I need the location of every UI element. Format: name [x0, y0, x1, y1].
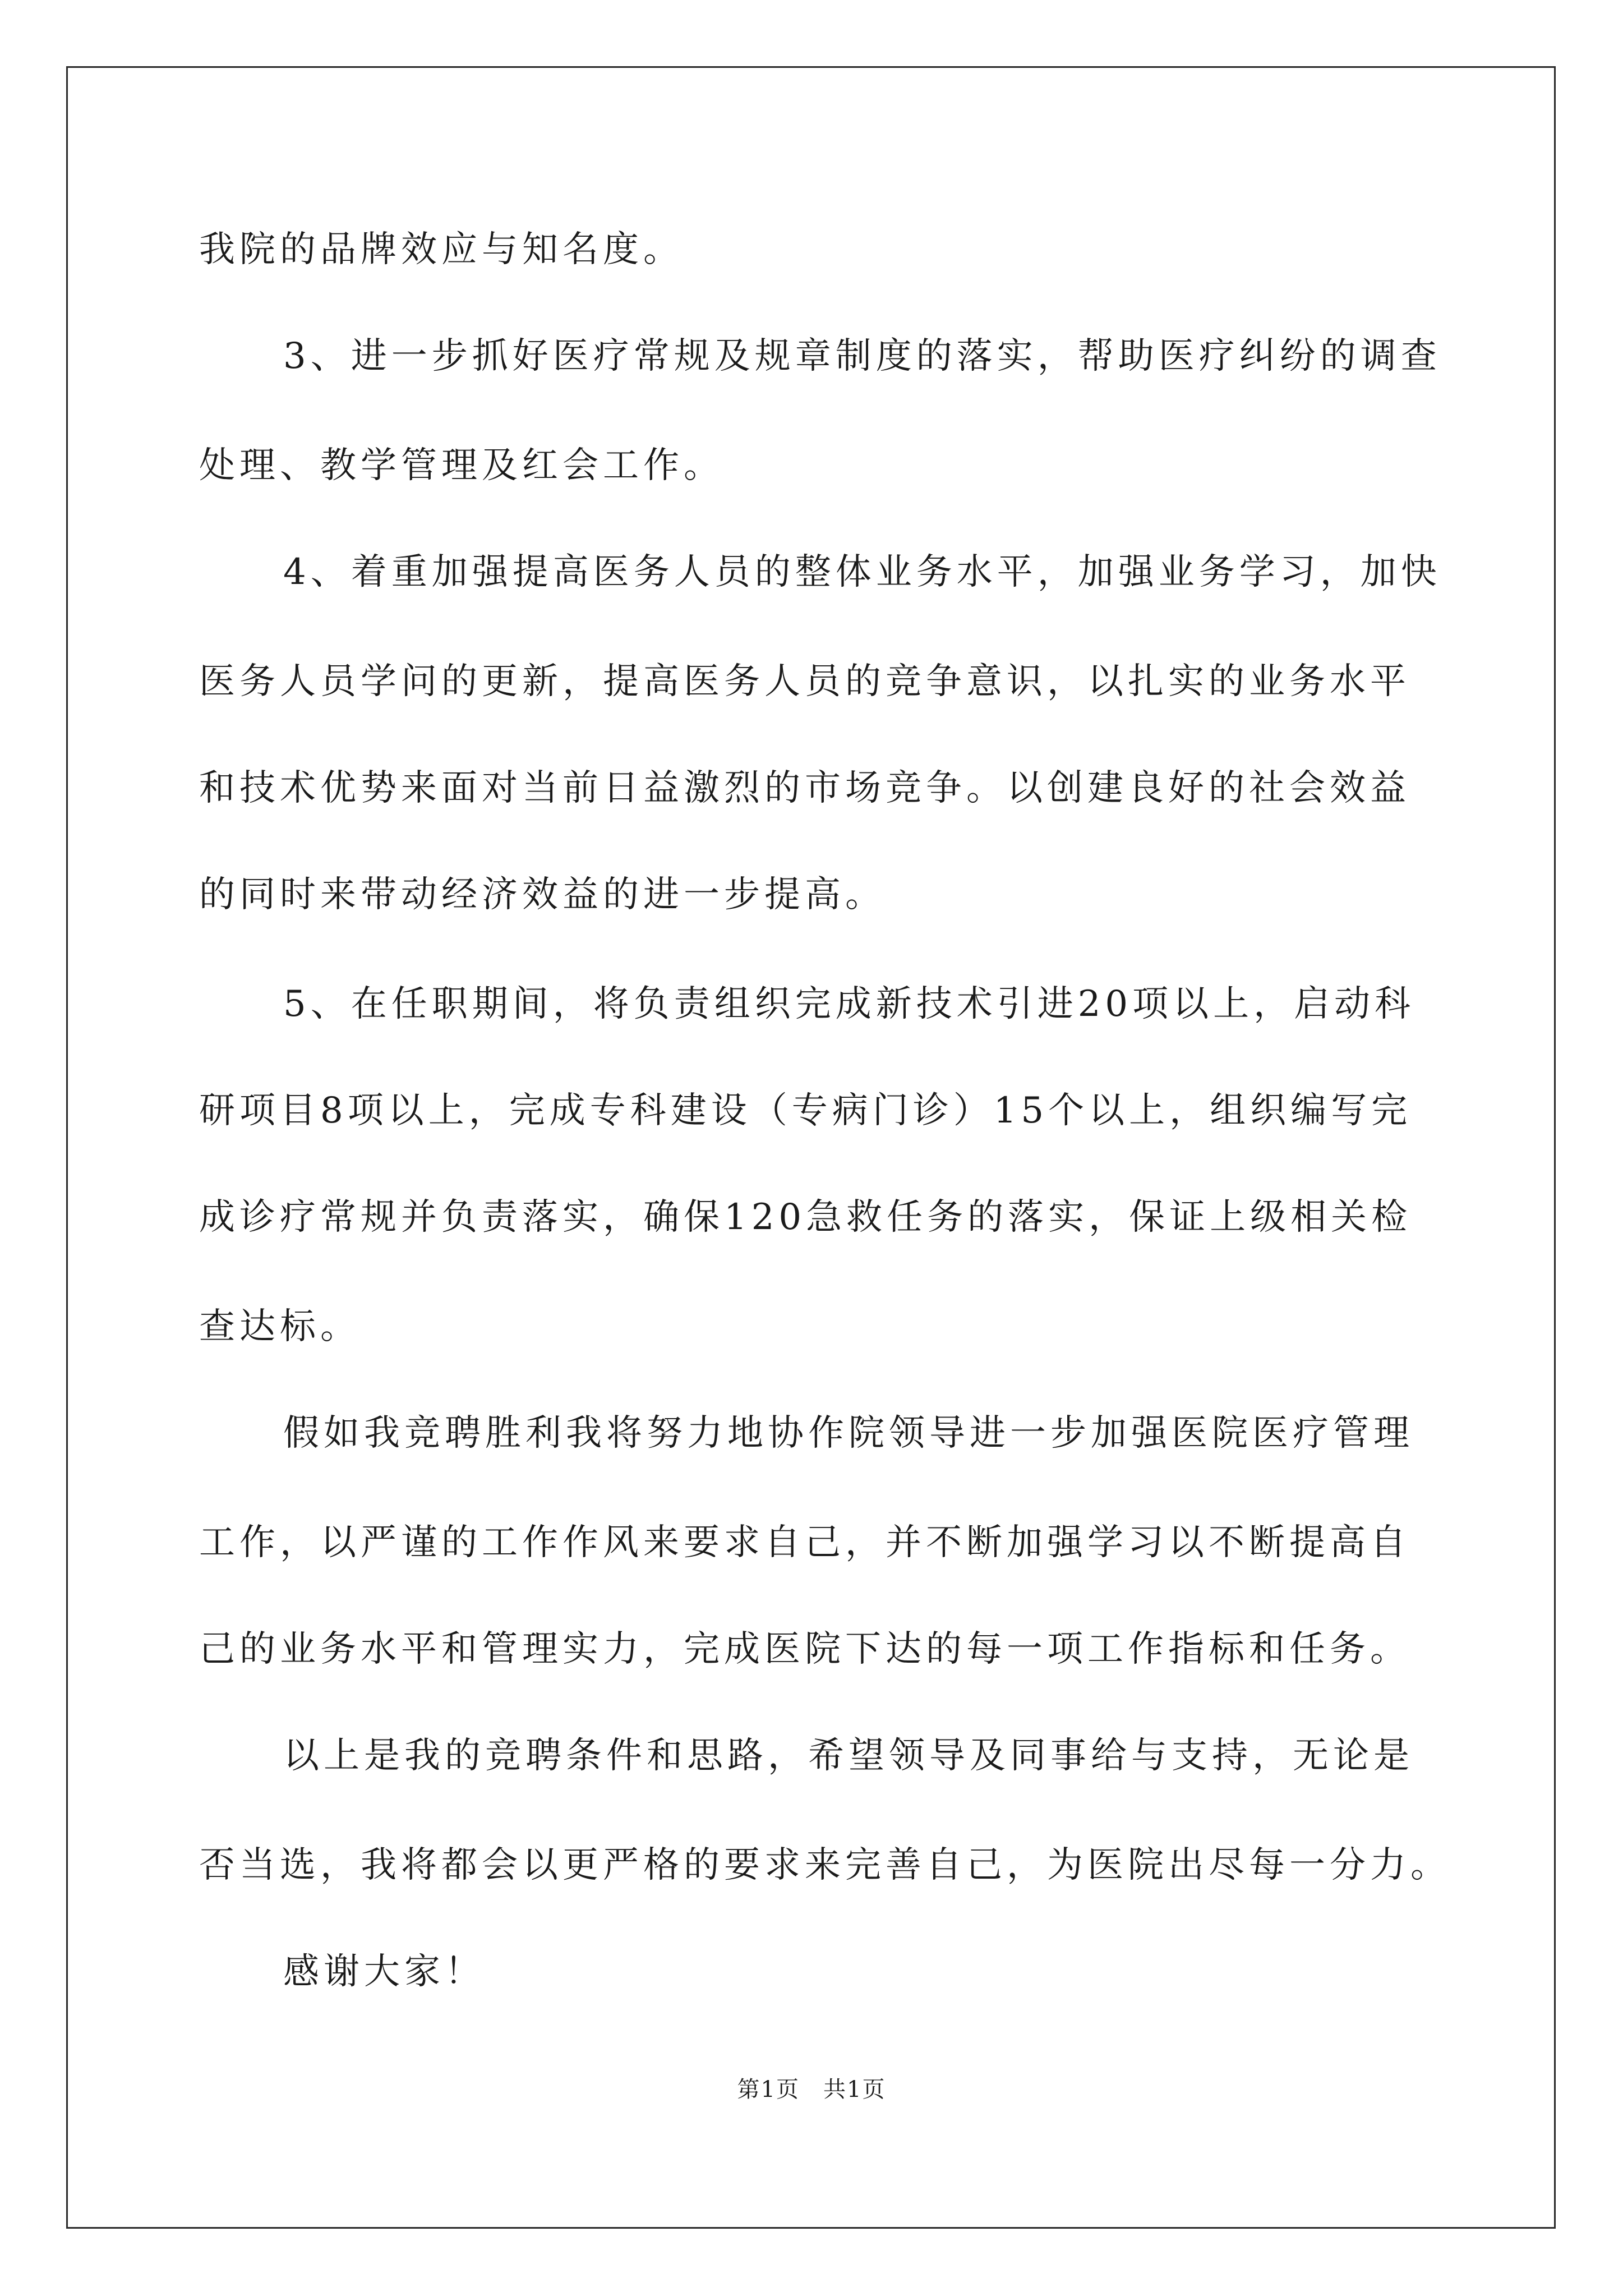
text-line: 3、进一步抓好医疗常规及规章制度的落实，帮助医疗纠纷的调查 — [283, 335, 1441, 377]
page-border — [66, 66, 1556, 2229]
text-line: 工作，以严谨的工作作风来要求自己，并不断加强学习以不断提高自 — [199, 1522, 1410, 1563]
text-line: 假如我竞聘胜利我将努力地协作院领导进一步加强医院医疗管理 — [283, 1412, 1414, 1454]
text-line: 的同时来带动经济效益的进一步提高。 — [199, 874, 886, 915]
text-line: 我院的品牌效应与知名度。 — [199, 229, 684, 270]
text-line: 以上是我的竞聘条件和思路，希望领导及同事给与支持，无论是 — [283, 1735, 1414, 1777]
text-line: 否当选，我将都会以更严格的要求来完善自己，为医院出尽每一分力。 — [199, 1844, 1451, 1886]
text-line: 己的业务水平和管理实力，完成医院下达的每一项工作指标和任务。 — [199, 1628, 1410, 1670]
text-line: 查达标。 — [199, 1306, 361, 1347]
text-line: 4、着重加强提高医务人员的整体业务水平，加强业务学习，加快 — [283, 551, 1441, 593]
text-line: 和技术优势来面对当前日益激烈的市场竞争。以创建良好的社会效益 — [199, 767, 1410, 809]
text-line: 成诊疗常规并负责落实，确保120急救任务的落实，保证上级相关检 — [199, 1197, 1412, 1238]
text-line: 研项目8项以上，完成专科建设（专病门诊）15个以上，组织编写完 — [199, 1090, 1412, 1131]
text-line: 处理、教学管理及红会工作。 — [199, 445, 724, 486]
text-line: 医务人员学问的更新，提高医务人员的竞争意识，以扎实的业务水平 — [199, 661, 1410, 702]
page-number-footer: 第1页 共1页 — [737, 2077, 886, 2102]
text-line: 感谢大家！ — [283, 1951, 485, 1993]
text-line: 5、在任职期间，将负责组织完成新技术引进20项以上，启动科 — [283, 983, 1415, 1025]
